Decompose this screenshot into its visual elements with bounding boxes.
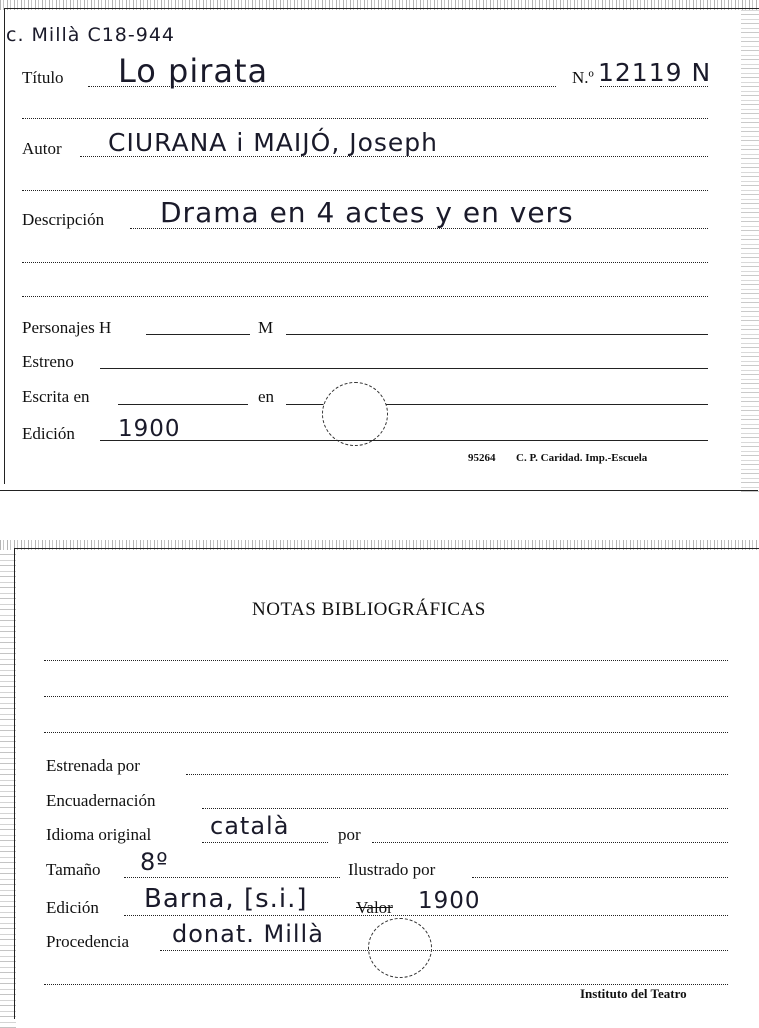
estrenada-label: Estrenada por [46,756,140,775]
personajes-label: Personajes H [22,318,112,337]
idioma-line [202,842,328,843]
escrita-en-label: en [258,387,275,406]
footer-institution: Instituto del Teatro [580,986,687,1001]
tamano-label: Tamaño [46,860,101,879]
titulo-label: Título [22,68,64,87]
catalog-card-back [0,540,759,1028]
encuadernacion-label: Encuadernación [46,791,156,810]
blank-line [22,296,708,297]
valor-value: 1900 [418,888,481,914]
catalog-note: c. Millà C18-944 [6,24,176,46]
notas-heading: NOTAS BIBLIOGRÁFICAS [252,599,486,620]
descripcion-label: Descripción [22,210,105,229]
titulo-value: Lo pirata [118,52,269,90]
encuadernacion-line [202,808,728,809]
estrenada-line [186,774,728,775]
punch-hole [322,382,388,446]
por-line [372,842,728,843]
tamano-line [124,877,340,878]
numero-value: 12119 N [598,58,712,87]
estreno-label: Estreno [22,352,74,371]
blank-line [44,732,728,733]
punch-hole [368,918,432,978]
escrita-label: Escrita en [22,387,90,406]
idioma-value: català [210,812,290,840]
edicion-label: Edición [22,424,75,443]
blank-line [22,190,708,191]
blank-line [44,984,728,985]
catalog-card-front [0,0,759,492]
edicion-value: Barna, [s.i.] [144,884,308,914]
ilustrado-label: Ilustrado por [348,860,436,879]
personajes-h-line [146,334,250,335]
printer-text: C. P. Caridad. Imp.-Escuela [516,452,648,464]
autor-label: Autor [22,139,62,158]
blank-line [22,262,708,263]
edicion-label: Edición [46,898,99,917]
personajes-m-line [286,334,708,335]
personajes-m-label: M [258,318,274,337]
estreno-line [100,368,708,369]
descripcion-value: Drama en 4 actes y en vers [160,196,574,229]
escrita-line [118,404,248,405]
valor-label: Valor [356,898,393,917]
procedencia-line [160,950,728,951]
tamano-value: 8º [140,848,169,876]
blank-line [44,696,728,697]
procedencia-value: donat. Millà [172,920,324,948]
printer-code: 95264 [468,452,496,464]
autor-value: CIURANA i MAIJÓ, Joseph [108,128,439,157]
edicion-line [124,915,728,916]
numero-label: N.º [572,68,594,87]
idioma-label: Idioma original [46,825,152,844]
por-label: por [338,825,361,844]
edicion-value: 1900 [118,416,181,442]
blank-line [44,660,728,661]
edicion-line [100,440,708,441]
ilustrado-line [472,877,728,878]
card-bottom-edge [0,490,758,491]
blank-line [22,118,708,119]
procedencia-label: Procedencia [46,932,130,951]
